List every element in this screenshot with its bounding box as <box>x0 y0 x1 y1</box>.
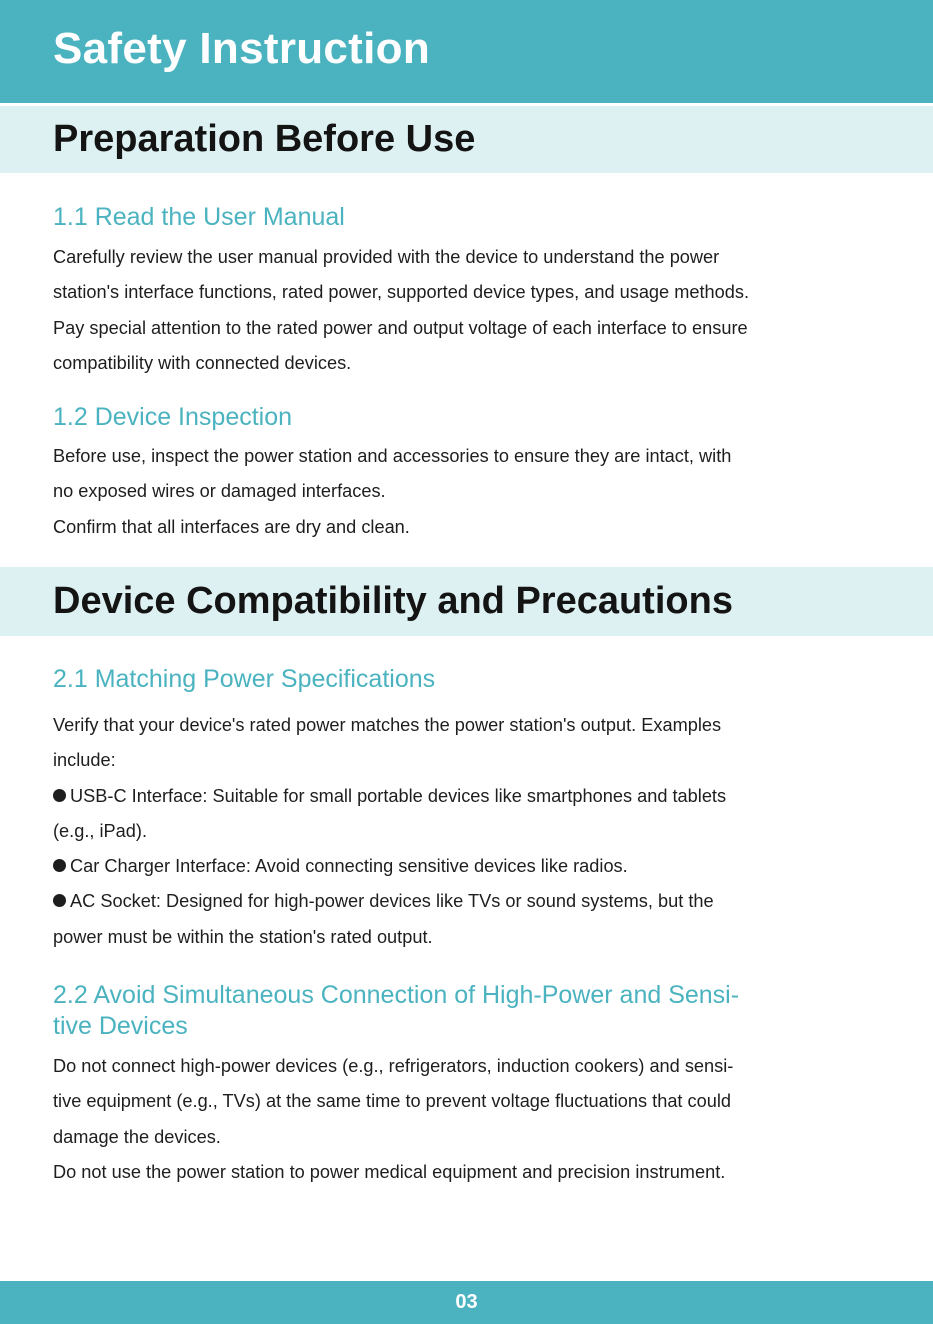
text-line: no exposed wires or damaged interfaces. <box>53 481 386 502</box>
section-band-compatibility <box>0 567 933 636</box>
bullet-text: AC Socket: Designed for high-power devices like TVs or sound systems, but the <box>70 891 714 912</box>
page-title: Safety Instruction <box>53 24 431 73</box>
bullet-item <box>53 884 726 919</box>
paragraph-device-inspection <box>53 439 731 545</box>
text-line: power must be within the station's rated output. <box>53 926 433 947</box>
bullet-icon <box>53 859 66 872</box>
bullet-text: USB-C Interface: Suitable for small portable devices like smartphones and tablets <box>70 785 727 806</box>
text-line: Verify that your device's rated power matches the power station's output. Examples <box>53 715 722 735</box>
text-line: tive equipment (e.g., TVs) at the same time to prevent voltage fluctuations that could <box>53 1091 732 1112</box>
bullet-icon <box>53 894 66 907</box>
text-line: Confirm that all interfaces are dry and clean. <box>53 516 410 537</box>
section-band-preparation <box>0 106 933 173</box>
text-line: damage the devices. <box>53 1126 221 1147</box>
text-line: include: <box>53 750 116 771</box>
text-line: station's interface functions, rated power, supported device types, and usage methods. <box>53 282 750 303</box>
subsection-heading: 2.1 Matching Power Specifications <box>53 665 436 693</box>
bullet-icon <box>53 789 66 802</box>
subsection-heading: 1.1 Read the User Manual <box>53 203 345 231</box>
heading-line: 2.2 Avoid Simultaneous Connection of High-Power and Sensi- <box>53 981 740 1009</box>
text-line: Before use, inspect the power station and accessories to ensure they are intact, with <box>53 446 732 466</box>
page-number: 03 <box>455 1291 478 1313</box>
bullet-item <box>53 849 726 884</box>
text-line: Do not use the power station to power medical equipment and precision instrument. <box>53 1161 726 1182</box>
paragraph-read-manual <box>53 240 749 381</box>
text-line: Do not connect high-power devices (e.g., refrigerators, induction cookers) and sensi- <box>53 1056 734 1076</box>
header-banner <box>0 0 933 103</box>
bullet-text: Car Charger Interface: Avoid connecting sensitive devices like radios. <box>70 856 628 877</box>
section-title: Preparation Before Use <box>53 118 476 160</box>
bullet-item <box>53 779 726 814</box>
heading-line: tive Devices <box>53 1012 188 1040</box>
paragraph-avoid-simultaneous <box>53 1049 733 1190</box>
section-title: Device Compatibility and Precautions <box>53 580 733 622</box>
subsection-heading: 1.2 Device Inspection <box>53 403 293 431</box>
text-line: Pay special attention to the rated power and output voltage of each interface to ensure <box>53 317 748 338</box>
subsection-heading <box>53 980 893 1042</box>
footer-bar <box>0 1281 933 1324</box>
text-line: (e.g., iPad). <box>53 820 148 841</box>
text-line: compatibility with connected devices. <box>53 352 352 373</box>
text-line: Carefully review the user manual provided with the device to understand the power <box>53 247 720 267</box>
paragraph-power-specs <box>53 708 726 955</box>
